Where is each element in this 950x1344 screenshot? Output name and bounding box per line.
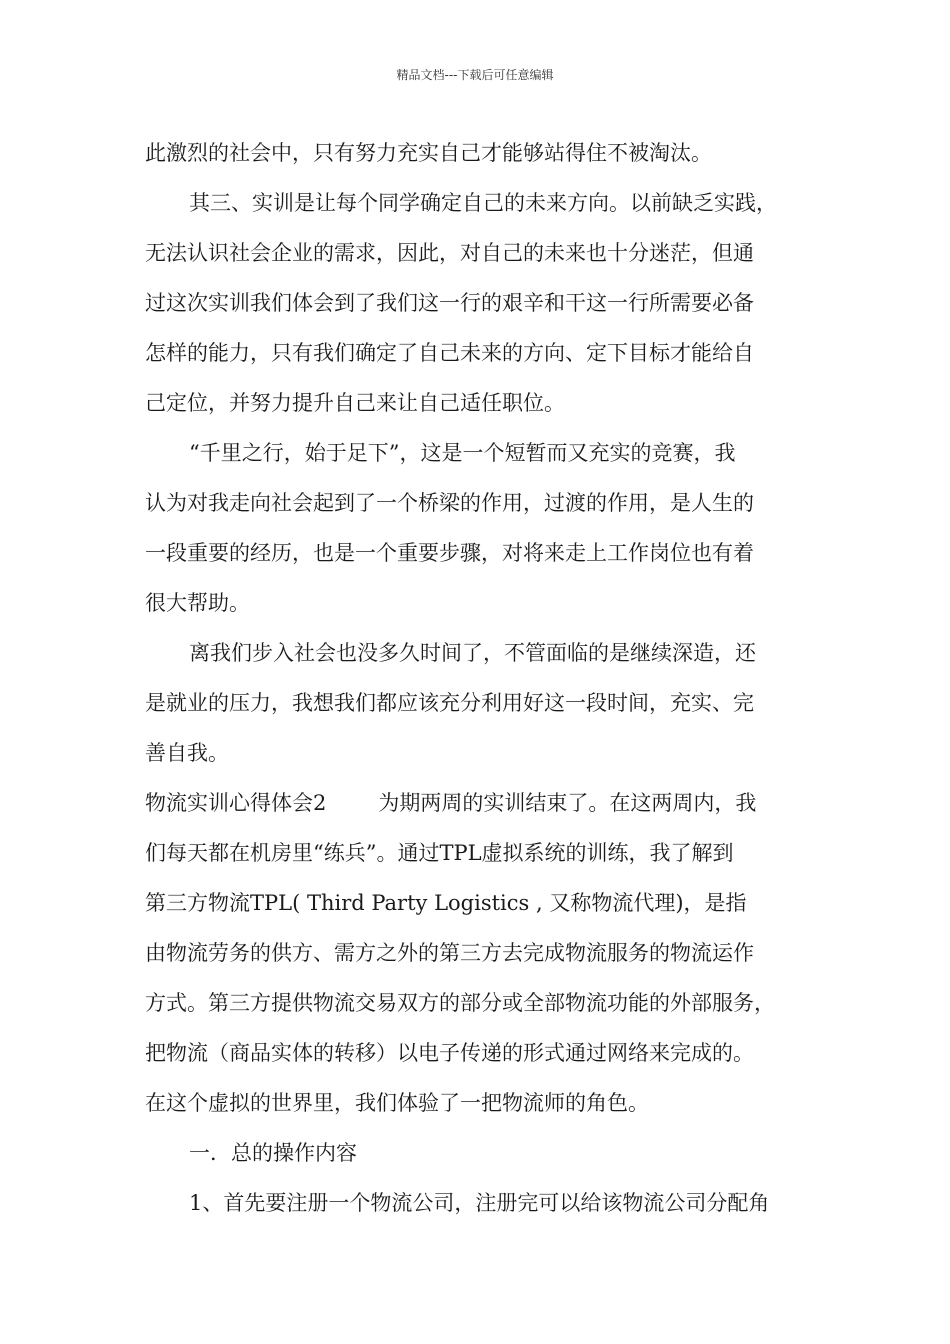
section-heading: 物流实训心得体会2 <box>145 791 327 815</box>
text-line: 过这次实训我们体会到了我们这一行的艰辛和干这一行所需要必备 <box>145 291 754 315</box>
text-line: 离我们步入社会也没多久时间了，不管面临的是继续深造，还 <box>189 641 756 665</box>
section-heading-line <box>145 778 817 828</box>
text-line: 怎样的能力，只有我们确定了自己未来的方向、定下目标才能给自 <box>145 341 754 365</box>
text-line: “千里之行，始于足下”，这是一个短暂而又充实的竞赛，我 <box>189 441 736 465</box>
text-line: 方式。第三方提供物流交易双方的部分或全部物流功能的外部服务， <box>145 991 775 1015</box>
text-line: 其三、实训是让每个同学确定自己的未来方向。以前缺乏实践， <box>189 191 777 215</box>
text-line: 们每天都在机房里“练兵”。通过TPL虚拟系统的训练，我了解到 <box>145 841 734 865</box>
text-line: 此激烈的社会中，只有努力充实自己才能够站得住不被淘汰。 <box>145 141 712 165</box>
text-line: 无法认识社会企业的需求，因此，对自己的未来也十分迷茫，但通 <box>145 241 754 265</box>
text-line: 1、首先要注册一个物流公司，注册完可以给该物流公司分配角 <box>189 1191 770 1215</box>
text-line: 由物流劳务的供方、需方之外的第三方去完成物流服务的物流运作 <box>145 941 754 965</box>
text-line: 善自我。 <box>145 741 229 765</box>
text-line: 很大帮助。 <box>145 591 250 615</box>
text-line: 把物流（商品实体的转移）以电子传递的形式通过网络来完成的。 <box>145 1041 754 1065</box>
text-line: 第三方物流TPL( Third Party Logistics , 又称物流代理)，是指 <box>145 891 747 915</box>
text-line: 一段重要的经历，也是一个重要步骤，对将来走上工作岗位也有着 <box>145 541 754 565</box>
document-body <box>145 128 817 1228</box>
text-line: 是就业的压力，我想我们都应该充分利用好这一段时间，充实、完 <box>145 691 754 715</box>
page-header: 精品文档---下载后可任意编辑 <box>396 68 554 82</box>
text-line: 为期两周的实训结束了。在这两周内，我 <box>378 791 757 815</box>
subheading-line: 一．总的操作内容 <box>189 1141 357 1165</box>
text-line: 认为对我走向社会起到了一个桥梁的作用，过渡的作用，是人生的 <box>145 491 754 515</box>
text-line: 在这个虚拟的世界里，我们体验了一把物流师的角色。 <box>145 1091 649 1115</box>
text-line: 己定位，并努力提升自己来让自己适任职位。 <box>145 391 565 415</box>
